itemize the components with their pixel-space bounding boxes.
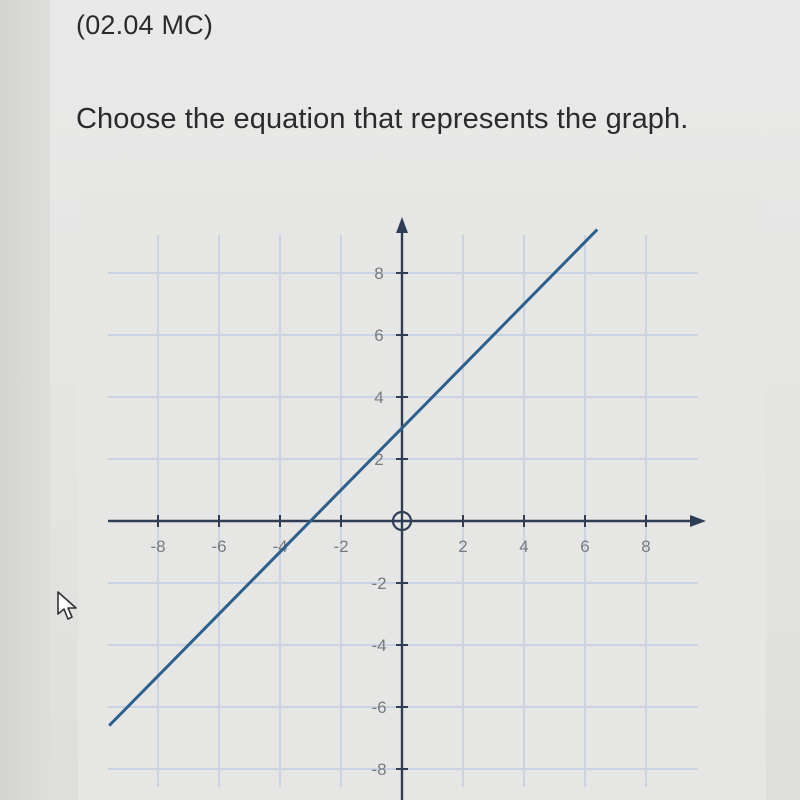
x-tick-label: 4 [519, 537, 529, 556]
y-axis-arrow-icon [396, 217, 408, 233]
x-tick-label: -2 [333, 537, 349, 556]
y-tick-label: -4 [371, 636, 387, 655]
x-tick-label: -6 [211, 537, 227, 556]
question-prompt: Choose the equation that represents the graph. [76, 103, 689, 135]
x-tick-label: -8 [150, 537, 166, 556]
mouse-cursor-icon [56, 590, 82, 624]
axes [108, 217, 706, 800]
y-tick-label: -2 [371, 574, 387, 593]
x-tick-label: 6 [580, 537, 590, 556]
x-tick-label: -4 [272, 537, 288, 556]
y-tick-label: 4 [374, 388, 384, 407]
x-tick-label: 8 [641, 537, 651, 556]
question-code: (02.04 MC) [76, 10, 214, 40]
y-tick-label: 8 [374, 264, 384, 283]
x-axis-arrow-icon [690, 515, 706, 527]
y-tick-label: -6 [371, 698, 387, 717]
x-tick-label: 2 [458, 537, 468, 556]
y-tick-label: 2 [374, 450, 384, 469]
coordinate-graph [78, 187, 766, 800]
left-margin-strip [0, 0, 50, 800]
graph-panel [78, 187, 766, 800]
y-tick-label: -8 [371, 760, 387, 779]
y-tick-label: 6 [374, 326, 384, 345]
